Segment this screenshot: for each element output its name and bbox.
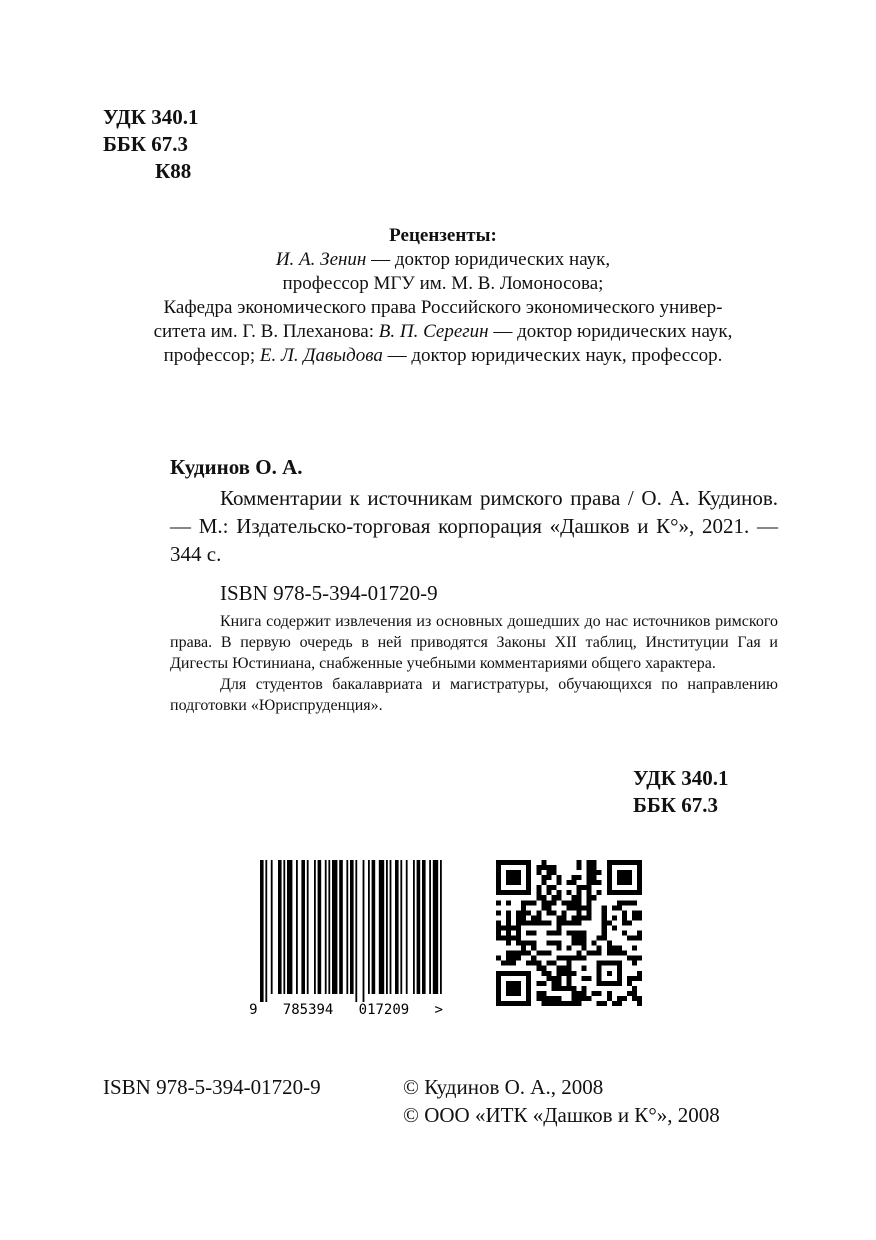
classification-codes-top — [103, 104, 198, 185]
qr-code-graphic — [496, 860, 642, 1006]
department-line-1: Кафедра экономического права Российского экономического универ- — [163, 297, 723, 318]
bbk-code: ББК 67.3 — [103, 132, 188, 156]
department-line-2 — [100, 320, 786, 344]
annotation-block — [170, 611, 778, 716]
reviewer-1-title: — доктор юридических наук, — [366, 249, 611, 270]
annotation-paragraph-2: Для студентов бакалавриата и магистратуры, обучающихся по направлению подготовки «Юриспруденция». — [170, 676, 778, 714]
bibliographic-description — [170, 484, 778, 568]
reviewer-1-position: профессор МГУ им. М. В. Ломоносова; — [282, 273, 604, 294]
udk-code-bottom: УДК 340.1 — [633, 766, 729, 790]
reviewer-2-position: профессор; — [163, 345, 260, 366]
qr-code — [496, 860, 642, 1011]
barcode-graphic — [242, 860, 450, 1020]
barcode-digits: 9 785394 017209 > — [249, 1002, 443, 1018]
department-name-end: ситета им. Г. В. Плеханова: — [153, 321, 379, 342]
isbn-footer: ISBN 978-5-394-01720-9 — [103, 1075, 321, 1099]
author-heading: Кудинов О. А. — [170, 455, 303, 479]
copyright-block — [403, 1073, 720, 1129]
department-line-3 — [100, 344, 786, 368]
reviewer-3-name: Е. Л. Давыдова — [259, 345, 383, 366]
author-mark: К88 — [155, 159, 192, 183]
reviewers-block — [100, 224, 786, 368]
bbk-code-bottom: ББК 67.3 — [633, 793, 718, 817]
reviewer-3-title: — доктор юридических наук, профессор. — [382, 345, 723, 366]
copyright-publisher: © ООО «ИТК «Дашков и К°», 2008 — [403, 1103, 720, 1127]
reviewer-1-name: И. А. Зенин — [275, 249, 367, 270]
reviewers-title: Рецензенты: — [389, 225, 497, 246]
annotation-paragraph-1: Книга содержит извлечения из основных дошедших до нас источников римского права. В первую очередь в ней приводятся Законы XII таблиц, Институции Гая и Дигесты Юстиниана, снабженные учебными комментариями общего характера. — [170, 613, 778, 672]
reviewer-2-name: В. П. Серегин — [378, 321, 489, 342]
isbn-barcode — [242, 860, 450, 1025]
bibliographic-text: Комментарии к источникам римского права / О. А. Кудинов. — М.: Издательско-торговая корпорация «Дашков и К°», 2021. — 344 с. — [170, 486, 778, 566]
udk-code: УДК 340.1 — [103, 105, 199, 129]
reviewer-2-title: — доктор юридических наук, — [488, 321, 733, 342]
reviewer-line-1 — [100, 248, 786, 272]
copyright-author: © Кудинов О. А., 2008 — [403, 1075, 604, 1099]
isbn-middle: ISBN 978-5-394-01720-9 — [220, 581, 438, 605]
classification-codes-bottom — [633, 765, 728, 819]
